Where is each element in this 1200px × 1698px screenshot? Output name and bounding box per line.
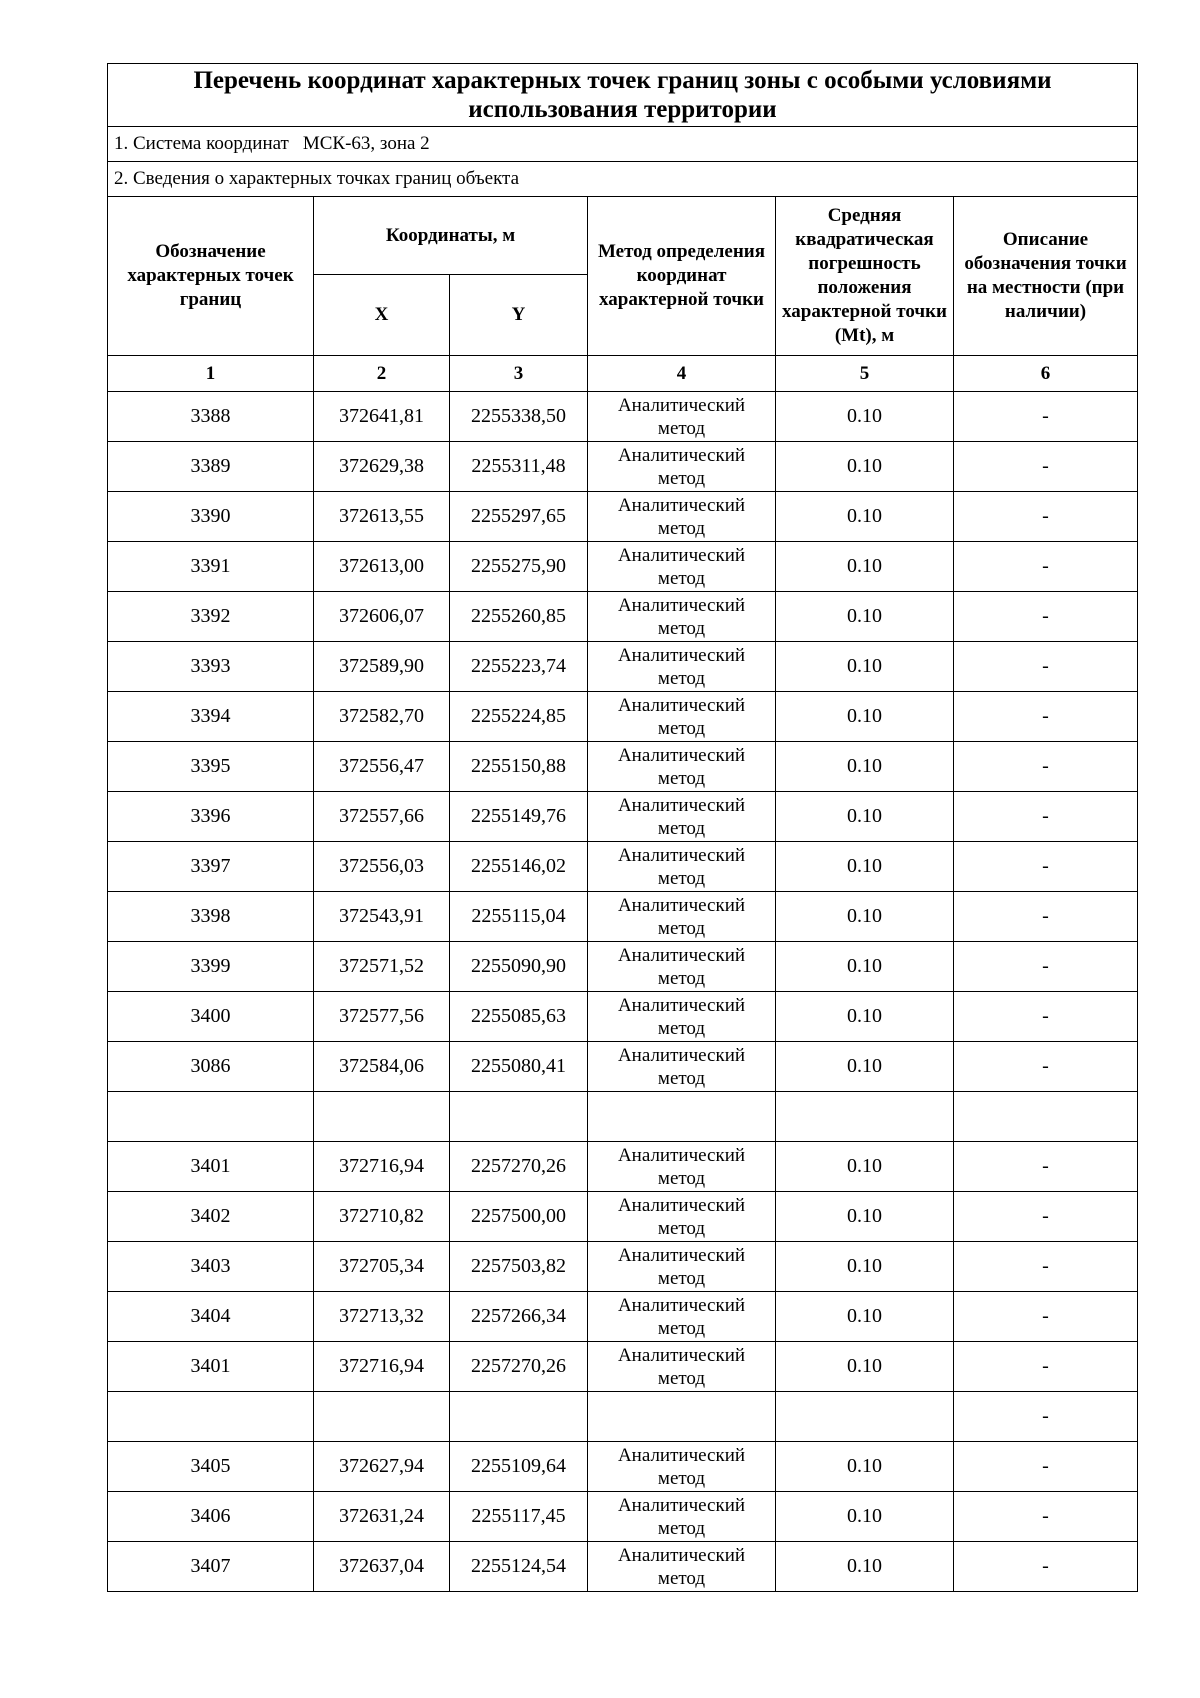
method-line2: метод bbox=[657, 817, 706, 839]
coordinate-y: 2255146,02 bbox=[450, 842, 588, 892]
coordinate-x: 372584,06 bbox=[314, 1042, 450, 1092]
method-line2: метод bbox=[657, 1467, 706, 1489]
mean-error: 0.10 bbox=[776, 392, 954, 442]
method-line1: Аналитический bbox=[617, 1244, 746, 1266]
table-row bbox=[108, 1292, 1138, 1342]
point-description: - bbox=[954, 892, 1138, 942]
table-row bbox=[108, 1042, 1138, 1092]
coordinate-x: 372627,94 bbox=[314, 1442, 450, 1492]
title-row bbox=[108, 64, 1138, 127]
coordinate-y: 2255124,54 bbox=[450, 1542, 588, 1592]
method-line2: метод bbox=[657, 1167, 706, 1189]
coordinate-x bbox=[314, 1392, 450, 1442]
point-number: 3401 bbox=[108, 1142, 314, 1192]
point-description: - bbox=[954, 642, 1138, 692]
header-description: Описание обозначения точки на местности (при наличии) bbox=[954, 197, 1138, 356]
point-description: - bbox=[954, 992, 1138, 1042]
mean-error: 0.10 bbox=[776, 642, 954, 692]
coordinate-x bbox=[314, 1092, 450, 1142]
method-line1: Аналитический bbox=[617, 694, 746, 716]
point-description: - bbox=[954, 592, 1138, 642]
method-line1: Аналитический bbox=[617, 1194, 746, 1216]
method-cell bbox=[588, 692, 776, 742]
point-description: - bbox=[954, 492, 1138, 542]
point-number: 3405 bbox=[108, 1442, 314, 1492]
method-cell bbox=[588, 1542, 776, 1592]
coordinate-y: 2255149,76 bbox=[450, 792, 588, 842]
coordinate-y bbox=[450, 1392, 588, 1442]
method-line2: метод bbox=[657, 567, 706, 589]
coordinate-x: 372556,03 bbox=[314, 842, 450, 892]
coordinate-y: 2255260,85 bbox=[450, 592, 588, 642]
coordinate-x: 372556,47 bbox=[314, 742, 450, 792]
coordinate-y: 2255115,04 bbox=[450, 892, 588, 942]
method-line1: Аналитический bbox=[617, 944, 746, 966]
table-body bbox=[108, 64, 1138, 1592]
point-number: 3388 bbox=[108, 392, 314, 442]
method-cell bbox=[588, 1092, 776, 1142]
method-line1: Аналитический bbox=[617, 994, 746, 1016]
coordinate-x: 372557,66 bbox=[314, 792, 450, 842]
coordinate-y: 2257270,26 bbox=[450, 1342, 588, 1392]
coordinate-x: 372577,56 bbox=[314, 992, 450, 1042]
method-line1: Аналитический bbox=[617, 494, 746, 516]
point-number: 3403 bbox=[108, 1242, 314, 1292]
mean-error: 0.10 bbox=[776, 1192, 954, 1242]
method-line2: метод bbox=[657, 917, 706, 939]
point-number: 3395 bbox=[108, 742, 314, 792]
table-row bbox=[108, 1142, 1138, 1192]
coordinate-y bbox=[450, 1092, 588, 1142]
point-description: - bbox=[954, 392, 1138, 442]
method-line2: метод bbox=[657, 1317, 706, 1339]
method-line1: Аналитический bbox=[617, 644, 746, 666]
method-line2: метод bbox=[657, 1017, 706, 1039]
column-number: 2 bbox=[314, 356, 450, 392]
method-cell bbox=[588, 1492, 776, 1542]
coordinates-table bbox=[107, 63, 1138, 1592]
point-description: - bbox=[954, 1292, 1138, 1342]
method-cell bbox=[588, 542, 776, 592]
table-row bbox=[108, 1092, 1138, 1142]
point-description: - bbox=[954, 1492, 1138, 1542]
method-line1: Аналитический bbox=[617, 594, 746, 616]
method-line2: метод bbox=[657, 1067, 706, 1089]
coordinate-y: 2257500,00 bbox=[450, 1192, 588, 1242]
method-line2: метод bbox=[657, 617, 706, 639]
coordinate-system-value: МСК-63, зона 2 bbox=[302, 133, 430, 154]
method-cell bbox=[588, 1192, 776, 1242]
points-info-label: 2. Сведения о характерных точках границ объекта bbox=[108, 162, 1138, 197]
point-number bbox=[108, 1392, 314, 1442]
point-description: - bbox=[954, 692, 1138, 742]
method-cell bbox=[588, 442, 776, 492]
header-x: X bbox=[314, 275, 450, 356]
point-number: 3390 bbox=[108, 492, 314, 542]
point-number: 3406 bbox=[108, 1492, 314, 1542]
point-description: - bbox=[954, 942, 1138, 992]
method-line2: метод bbox=[657, 967, 706, 989]
coordinate-y: 2255311,48 bbox=[450, 442, 588, 492]
point-number: 3393 bbox=[108, 642, 314, 692]
coordinate-system-row bbox=[108, 127, 1138, 162]
method-line2: метод bbox=[657, 1517, 706, 1539]
point-number: 3392 bbox=[108, 592, 314, 642]
method-cell bbox=[588, 892, 776, 942]
method-cell bbox=[588, 842, 776, 892]
table-row bbox=[108, 692, 1138, 742]
method-line2: метод bbox=[657, 517, 706, 539]
coordinate-y: 2255085,63 bbox=[450, 992, 588, 1042]
point-description: - bbox=[954, 1392, 1138, 1442]
method-cell bbox=[588, 492, 776, 542]
header-method: Метод определения координат характерной точки bbox=[588, 197, 776, 356]
coordinate-x: 372637,04 bbox=[314, 1542, 450, 1592]
method-line1: Аналитический bbox=[617, 1444, 746, 1466]
point-description bbox=[954, 1092, 1138, 1142]
coordinate-x: 372641,81 bbox=[314, 392, 450, 442]
method-line1: Аналитический bbox=[617, 544, 746, 566]
coordinate-y: 2255109,64 bbox=[450, 1442, 588, 1492]
method-line2: метод bbox=[657, 467, 706, 489]
table-row bbox=[108, 1492, 1138, 1542]
table-row bbox=[108, 842, 1138, 892]
point-number: 3401 bbox=[108, 1342, 314, 1392]
point-description: - bbox=[954, 1192, 1138, 1242]
point-number: 3396 bbox=[108, 792, 314, 842]
coordinate-x: 372631,24 bbox=[314, 1492, 450, 1542]
column-number: 3 bbox=[450, 356, 588, 392]
coordinate-x: 372713,32 bbox=[314, 1292, 450, 1342]
coordinate-y: 2257503,82 bbox=[450, 1242, 588, 1292]
method-line1: Аналитический bbox=[617, 1144, 746, 1166]
point-description: - bbox=[954, 1242, 1138, 1292]
method-line2: метод bbox=[657, 717, 706, 739]
method-line1: Аналитический bbox=[617, 744, 746, 766]
method-line2: метод bbox=[657, 1567, 706, 1589]
table-row bbox=[108, 892, 1138, 942]
coordinate-x: 372606,07 bbox=[314, 592, 450, 642]
table-row bbox=[108, 642, 1138, 692]
mean-error: 0.10 bbox=[776, 1342, 954, 1392]
mean-error: 0.10 bbox=[776, 1142, 954, 1192]
point-number: 3402 bbox=[108, 1192, 314, 1242]
point-number: 3407 bbox=[108, 1542, 314, 1592]
coordinate-y: 2255117,45 bbox=[450, 1492, 588, 1542]
method-line2: метод bbox=[657, 1267, 706, 1289]
mean-error: 0.10 bbox=[776, 992, 954, 1042]
mean-error: 0.10 bbox=[776, 1292, 954, 1342]
point-number: 3399 bbox=[108, 942, 314, 992]
mean-error: 0.10 bbox=[776, 792, 954, 842]
mean-error: 0.10 bbox=[776, 1042, 954, 1092]
point-number: 3086 bbox=[108, 1042, 314, 1092]
point-number: 3394 bbox=[108, 692, 314, 742]
method-line1: Аналитический bbox=[617, 794, 746, 816]
document-title: Перечень координат характерных точек границ зоны с особыми условиями использования территории bbox=[108, 64, 1138, 127]
coordinate-x: 372543,91 bbox=[314, 892, 450, 942]
coordinate-x: 372710,82 bbox=[314, 1192, 450, 1242]
point-number: 3391 bbox=[108, 542, 314, 592]
coordinate-y: 2255090,90 bbox=[450, 942, 588, 992]
table-row bbox=[108, 442, 1138, 492]
mean-error: 0.10 bbox=[776, 1542, 954, 1592]
point-description: - bbox=[954, 792, 1138, 842]
mean-error: 0.10 bbox=[776, 1242, 954, 1292]
method-line1: Аналитический bbox=[617, 394, 746, 416]
coordinate-y: 2255223,74 bbox=[450, 642, 588, 692]
method-line2: метод bbox=[657, 417, 706, 439]
method-cell bbox=[588, 1292, 776, 1342]
method-cell bbox=[588, 942, 776, 992]
coordinate-y: 2255150,88 bbox=[450, 742, 588, 792]
point-description: - bbox=[954, 842, 1138, 892]
table-row bbox=[108, 1242, 1138, 1292]
table-row bbox=[108, 992, 1138, 1042]
method-line1: Аналитический bbox=[617, 1344, 746, 1366]
mean-error: 0.10 bbox=[776, 592, 954, 642]
point-number: 3398 bbox=[108, 892, 314, 942]
points-info-row bbox=[108, 162, 1138, 197]
method-line2: метод bbox=[657, 1367, 706, 1389]
header-point-designation: Обозначение характерных точек границ bbox=[108, 197, 314, 356]
table-row bbox=[108, 742, 1138, 792]
method-line1: Аналитический bbox=[617, 1544, 746, 1566]
coordinate-y: 2257266,34 bbox=[450, 1292, 588, 1342]
method-line1: Аналитический bbox=[617, 1294, 746, 1316]
point-description: - bbox=[954, 442, 1138, 492]
table-row bbox=[108, 392, 1138, 442]
method-cell bbox=[588, 1042, 776, 1092]
coordinate-y: 2255297,65 bbox=[450, 492, 588, 542]
point-number: 3397 bbox=[108, 842, 314, 892]
mean-error: 0.10 bbox=[776, 492, 954, 542]
table-row bbox=[108, 1342, 1138, 1392]
column-number: 4 bbox=[588, 356, 776, 392]
coordinate-y: 2255080,41 bbox=[450, 1042, 588, 1092]
coordinate-x: 372705,34 bbox=[314, 1242, 450, 1292]
mean-error bbox=[776, 1392, 954, 1442]
point-description: - bbox=[954, 1342, 1138, 1392]
header-row-top bbox=[108, 197, 1138, 275]
coordinate-x: 372571,52 bbox=[314, 942, 450, 992]
table-row bbox=[108, 792, 1138, 842]
coordinate-x: 372589,90 bbox=[314, 642, 450, 692]
mean-error: 0.10 bbox=[776, 942, 954, 992]
table-row bbox=[108, 492, 1138, 542]
method-line1: Аналитический bbox=[617, 894, 746, 916]
coordinate-y: 2255275,90 bbox=[450, 542, 588, 592]
method-line2: метод bbox=[657, 767, 706, 789]
method-line1: Аналитический bbox=[617, 1044, 746, 1066]
table-row bbox=[108, 1542, 1138, 1592]
method-line2: метод bbox=[657, 667, 706, 689]
mean-error: 0.10 bbox=[776, 1442, 954, 1492]
mean-error bbox=[776, 1092, 954, 1142]
mean-error: 0.10 bbox=[776, 542, 954, 592]
method-cell bbox=[588, 1442, 776, 1492]
column-number: 6 bbox=[954, 356, 1138, 392]
column-numbers-row bbox=[108, 356, 1138, 392]
point-description: - bbox=[954, 742, 1138, 792]
coordinate-x: 372716,94 bbox=[314, 1342, 450, 1392]
method-line2: метод bbox=[657, 1217, 706, 1239]
point-number: 3389 bbox=[108, 442, 314, 492]
method-line2: метод bbox=[657, 867, 706, 889]
coordinate-x: 372582,70 bbox=[314, 692, 450, 742]
coordinate-y: 2255338,50 bbox=[450, 392, 588, 442]
point-number: 3404 bbox=[108, 1292, 314, 1342]
header-mean-error: Средняя квадратическая погрешность положения характерной точки (Mt), м bbox=[776, 197, 954, 356]
method-line1: Аналитический bbox=[617, 1494, 746, 1516]
coordinate-x: 372613,55 bbox=[314, 492, 450, 542]
coordinate-x: 372613,00 bbox=[314, 542, 450, 592]
method-cell bbox=[588, 642, 776, 692]
method-cell bbox=[588, 392, 776, 442]
mean-error: 0.10 bbox=[776, 442, 954, 492]
method-cell bbox=[588, 992, 776, 1042]
method-cell bbox=[588, 742, 776, 792]
point-description: - bbox=[954, 542, 1138, 592]
method-cell bbox=[588, 792, 776, 842]
coordinate-system-label: 1. Система координат bbox=[114, 133, 289, 154]
method-cell bbox=[588, 1342, 776, 1392]
table-row bbox=[108, 1192, 1138, 1242]
coordinate-y: 2257270,26 bbox=[450, 1142, 588, 1192]
point-description: - bbox=[954, 1142, 1138, 1192]
mean-error: 0.10 bbox=[776, 892, 954, 942]
table-row bbox=[108, 1392, 1138, 1442]
method-line1: Аналитический bbox=[617, 444, 746, 466]
table-row bbox=[108, 942, 1138, 992]
table-row bbox=[108, 542, 1138, 592]
method-cell bbox=[588, 1142, 776, 1192]
method-cell bbox=[588, 1242, 776, 1292]
mean-error: 0.10 bbox=[776, 842, 954, 892]
table-row bbox=[108, 592, 1138, 642]
method-line1: Аналитический bbox=[617, 844, 746, 866]
point-description: - bbox=[954, 1542, 1138, 1592]
coordinate-system-cell bbox=[108, 127, 1138, 162]
table-row bbox=[108, 1442, 1138, 1492]
point-number bbox=[108, 1092, 314, 1142]
header-y: Y bbox=[450, 275, 588, 356]
mean-error: 0.10 bbox=[776, 692, 954, 742]
method-cell bbox=[588, 1392, 776, 1442]
point-description: - bbox=[954, 1442, 1138, 1492]
point-description: - bbox=[954, 1042, 1138, 1092]
column-number: 5 bbox=[776, 356, 954, 392]
header-coordinates: Координаты, м bbox=[314, 197, 588, 275]
column-number: 1 bbox=[108, 356, 314, 392]
point-number: 3400 bbox=[108, 992, 314, 1042]
coordinate-y: 2255224,85 bbox=[450, 692, 588, 742]
coordinate-x: 372629,38 bbox=[314, 442, 450, 492]
mean-error: 0.10 bbox=[776, 742, 954, 792]
method-cell bbox=[588, 592, 776, 642]
mean-error: 0.10 bbox=[776, 1492, 954, 1542]
coordinate-x: 372716,94 bbox=[314, 1142, 450, 1192]
